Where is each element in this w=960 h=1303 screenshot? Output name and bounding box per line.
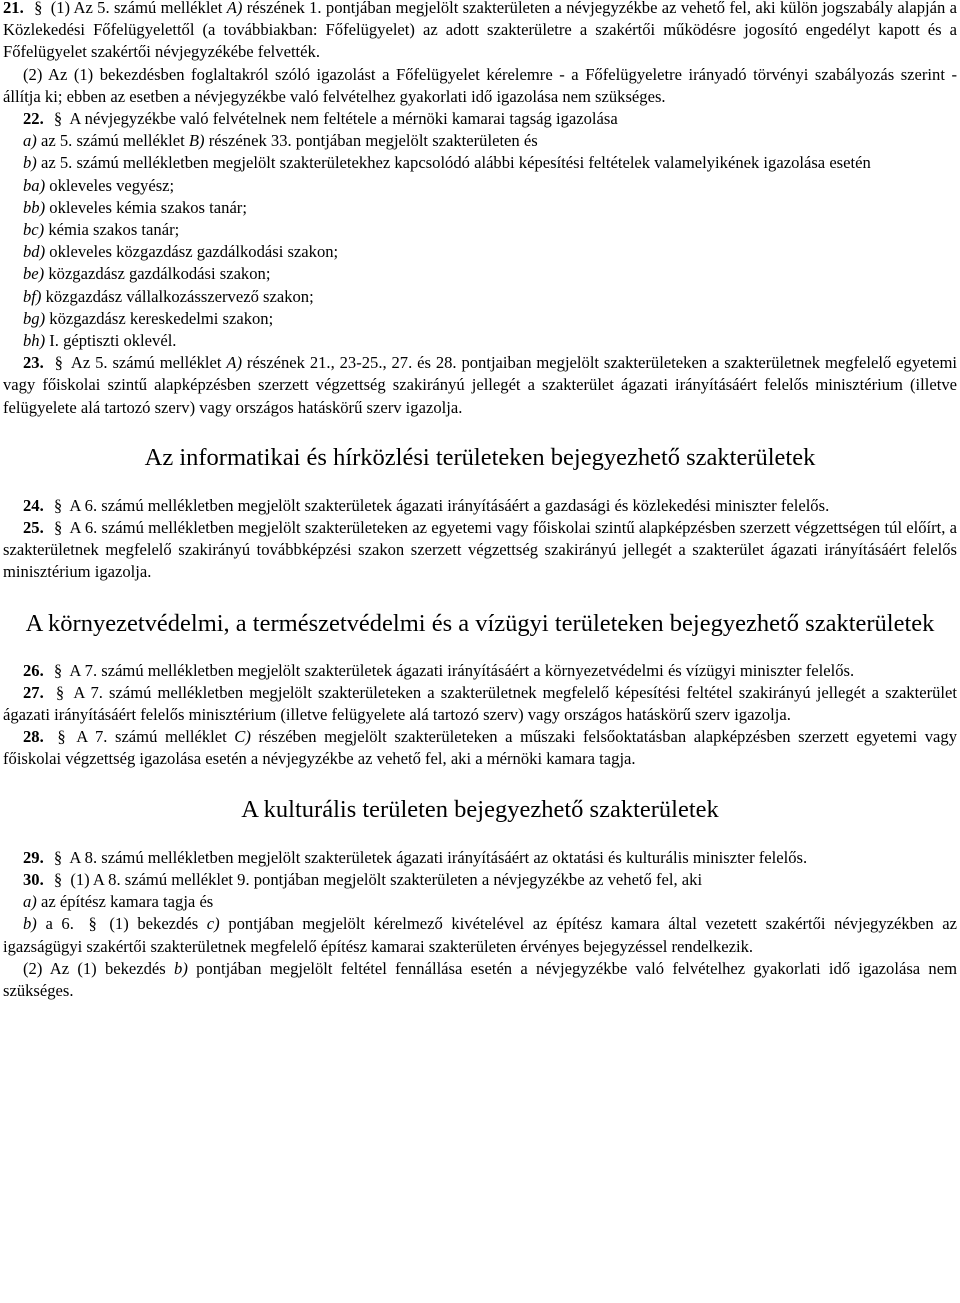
section-number: 26. xyxy=(23,660,44,680)
list-item: bg) közgazdász kereskedelmi szakon; xyxy=(23,308,274,328)
paragraph: b) a 6. § (1) bekezdés c) pontjában megjelölt kérelmező kivételével az építész kamara által vezetett szakértői névjegyzékben az igazságügyi szakértői szakterületnek megfelelő építész kamarai szakterületen érvényes bejegyzéssel rendelkezik. xyxy=(3,914,957,956)
section-number: 29. xyxy=(23,847,44,867)
paragraph: 28. § A 7. számú melléklet C) részében megjelölt szakterületeken a műszaki felsőoktatásban alapképzésben szerzett egyetemi vagy főiskolai végzettség igazolása esetén a névjegyzékbe az vehető fel, aki a mérnöki kamara tagja. xyxy=(3,727,957,769)
paragraph: 29. § A 8. számú mellékletben megjelölt szakterületek ágazati irányításáért az oktatási és kulturális miniszter felelős. xyxy=(23,847,808,867)
section-heading: A kulturális területen bejegyezhető szakterületek xyxy=(241,795,719,823)
list-item: bd) okleveles közgazdász gazdálkodási szakon; xyxy=(23,242,339,262)
list-item: a) az építész kamara tagja és xyxy=(23,892,214,912)
list-item: be) közgazdász gazdálkodási szakon; xyxy=(23,264,271,284)
paragraph: (2) Az (1) bekezdésben foglaltakról szóló igazolást a Főfelügyelet kérelemre - a Főfelügyeletre irányadó törvényi szabályozás szerint - állítja ki; ebben az esetben a névjegyzékbe való felvételhez gyakorlati idő igazolása nem szükséges. xyxy=(3,64,957,106)
paragraph: 22. § A névjegyzékbe való felvételnek nem feltétele a mérnöki kamarai tagság igazolása xyxy=(23,109,618,129)
section-number: 30. xyxy=(23,869,44,889)
list-item: bc) kémia szakos tanár; xyxy=(23,220,180,240)
section-number: 27. xyxy=(23,682,44,702)
paragraph: (2) Az (1) bekezdés b) pontjában megjelölt feltétel fennállása esetén a névjegyzékbe való felvételhez gyakorlati idő igazolása nem szükséges. xyxy=(3,958,957,1000)
section-number: 24. xyxy=(23,495,44,515)
paragraph: 26. § A 7. számú mellékletben megjelölt szakterületek ágazati irányításáért a környezetvédelmi és vízügyi miniszter felelős. xyxy=(23,660,855,680)
list-item: a) az 5. számú melléklet B) részének 33. pontjában megjelölt szakterületen és xyxy=(23,131,538,151)
paragraph: 23. § Az 5. számú melléklet A) részének 21., 23-25., 27. és 28. pontjaiban megjelölt szakterületeken a szakterületnek megfelelő egyetemi vagy főiskolai szintű alapképzésben szerzett végzettség szakirányú jellegét a szakterület ágazati irányításáért felelős minisztérium (illetve felügyelete alá tartozó szerv) vagy országos hatáskörű szerv igazolja. xyxy=(3,353,957,417)
section-number: 21. xyxy=(3,0,24,17)
document-page xyxy=(3,0,957,1002)
section-number: 23. xyxy=(23,353,44,373)
list-item: bf) közgazdász vállalkozásszervező szakon; xyxy=(23,286,314,306)
paragraph: 25. § A 6. számú mellékletben megjelölt szakterületeken az egyetemi vagy főiskolai szintű alapképzésben szerzett végzettségen túl előírt, a szakterületnek megfelelő szakirányú továbbképzési szakon szerzett végzettség szakirányú jellegét a szakterület ágazati irányításáért felelős minisztérium igazolja. xyxy=(3,518,958,582)
list-item: bb) okleveles kémia szakos tanár; xyxy=(23,197,247,217)
list-item: bh) I. géptiszti oklevél. xyxy=(23,331,177,351)
paragraph: 24. § A 6. számú mellékletben megjelölt szakterületek ágazati irányításáért a gazdasági és közlekedési miniszter felelős. xyxy=(23,495,830,515)
paragraph: 30. § (1) A 8. számú melléklet 9. pontjában megjelölt szakterületen a névjegyzékbe az vehető fel, aki xyxy=(23,869,703,889)
section-number: 25. xyxy=(23,518,44,538)
paragraph: b) az 5. számú mellékletben megjelölt szakterületekhez kapcsolódó alábbi képesítési feltételek valamelyikének igazolása esetén xyxy=(23,153,871,173)
list-item: ba) okleveles vegyész; xyxy=(23,175,175,195)
section-heading: A környezetvédelmi, a természetvédelmi és a vízügyi területeken bejegyezhető szakterületek xyxy=(25,609,935,637)
section-number: 28. xyxy=(23,727,44,747)
section-heading: Az informatikai és hírközlési területeken bejegyezhető szakterületek xyxy=(144,443,816,471)
section-number: 22. xyxy=(23,109,44,129)
paragraph: 21. § (1) Az 5. számú melléklet A) részének 1. pontjában megjelölt szakterületen a névjegyzékbe az vehető fel, aki külön jogszabály alapján a Közlekedési Főfelügyelettől (a továbbiakban: Főfelügyelet) az adott szakterületre a szakértői működésre jogosító engedélyt kapott és a Főfelügyelet szakértői névjegyzékébe felvették. xyxy=(3,0,958,62)
paragraph: 27. § A 7. számú mellékletben megjelölt szakterületeken a szakterületnek megfelelő képesítési feltétel szakirányú jellegét a szakterület ágazati irányításáért felelős minisztérium (illetve felügyelete alá tartozó szerv) vagy országos hatáskörű szerv igazolja. xyxy=(3,682,957,725)
